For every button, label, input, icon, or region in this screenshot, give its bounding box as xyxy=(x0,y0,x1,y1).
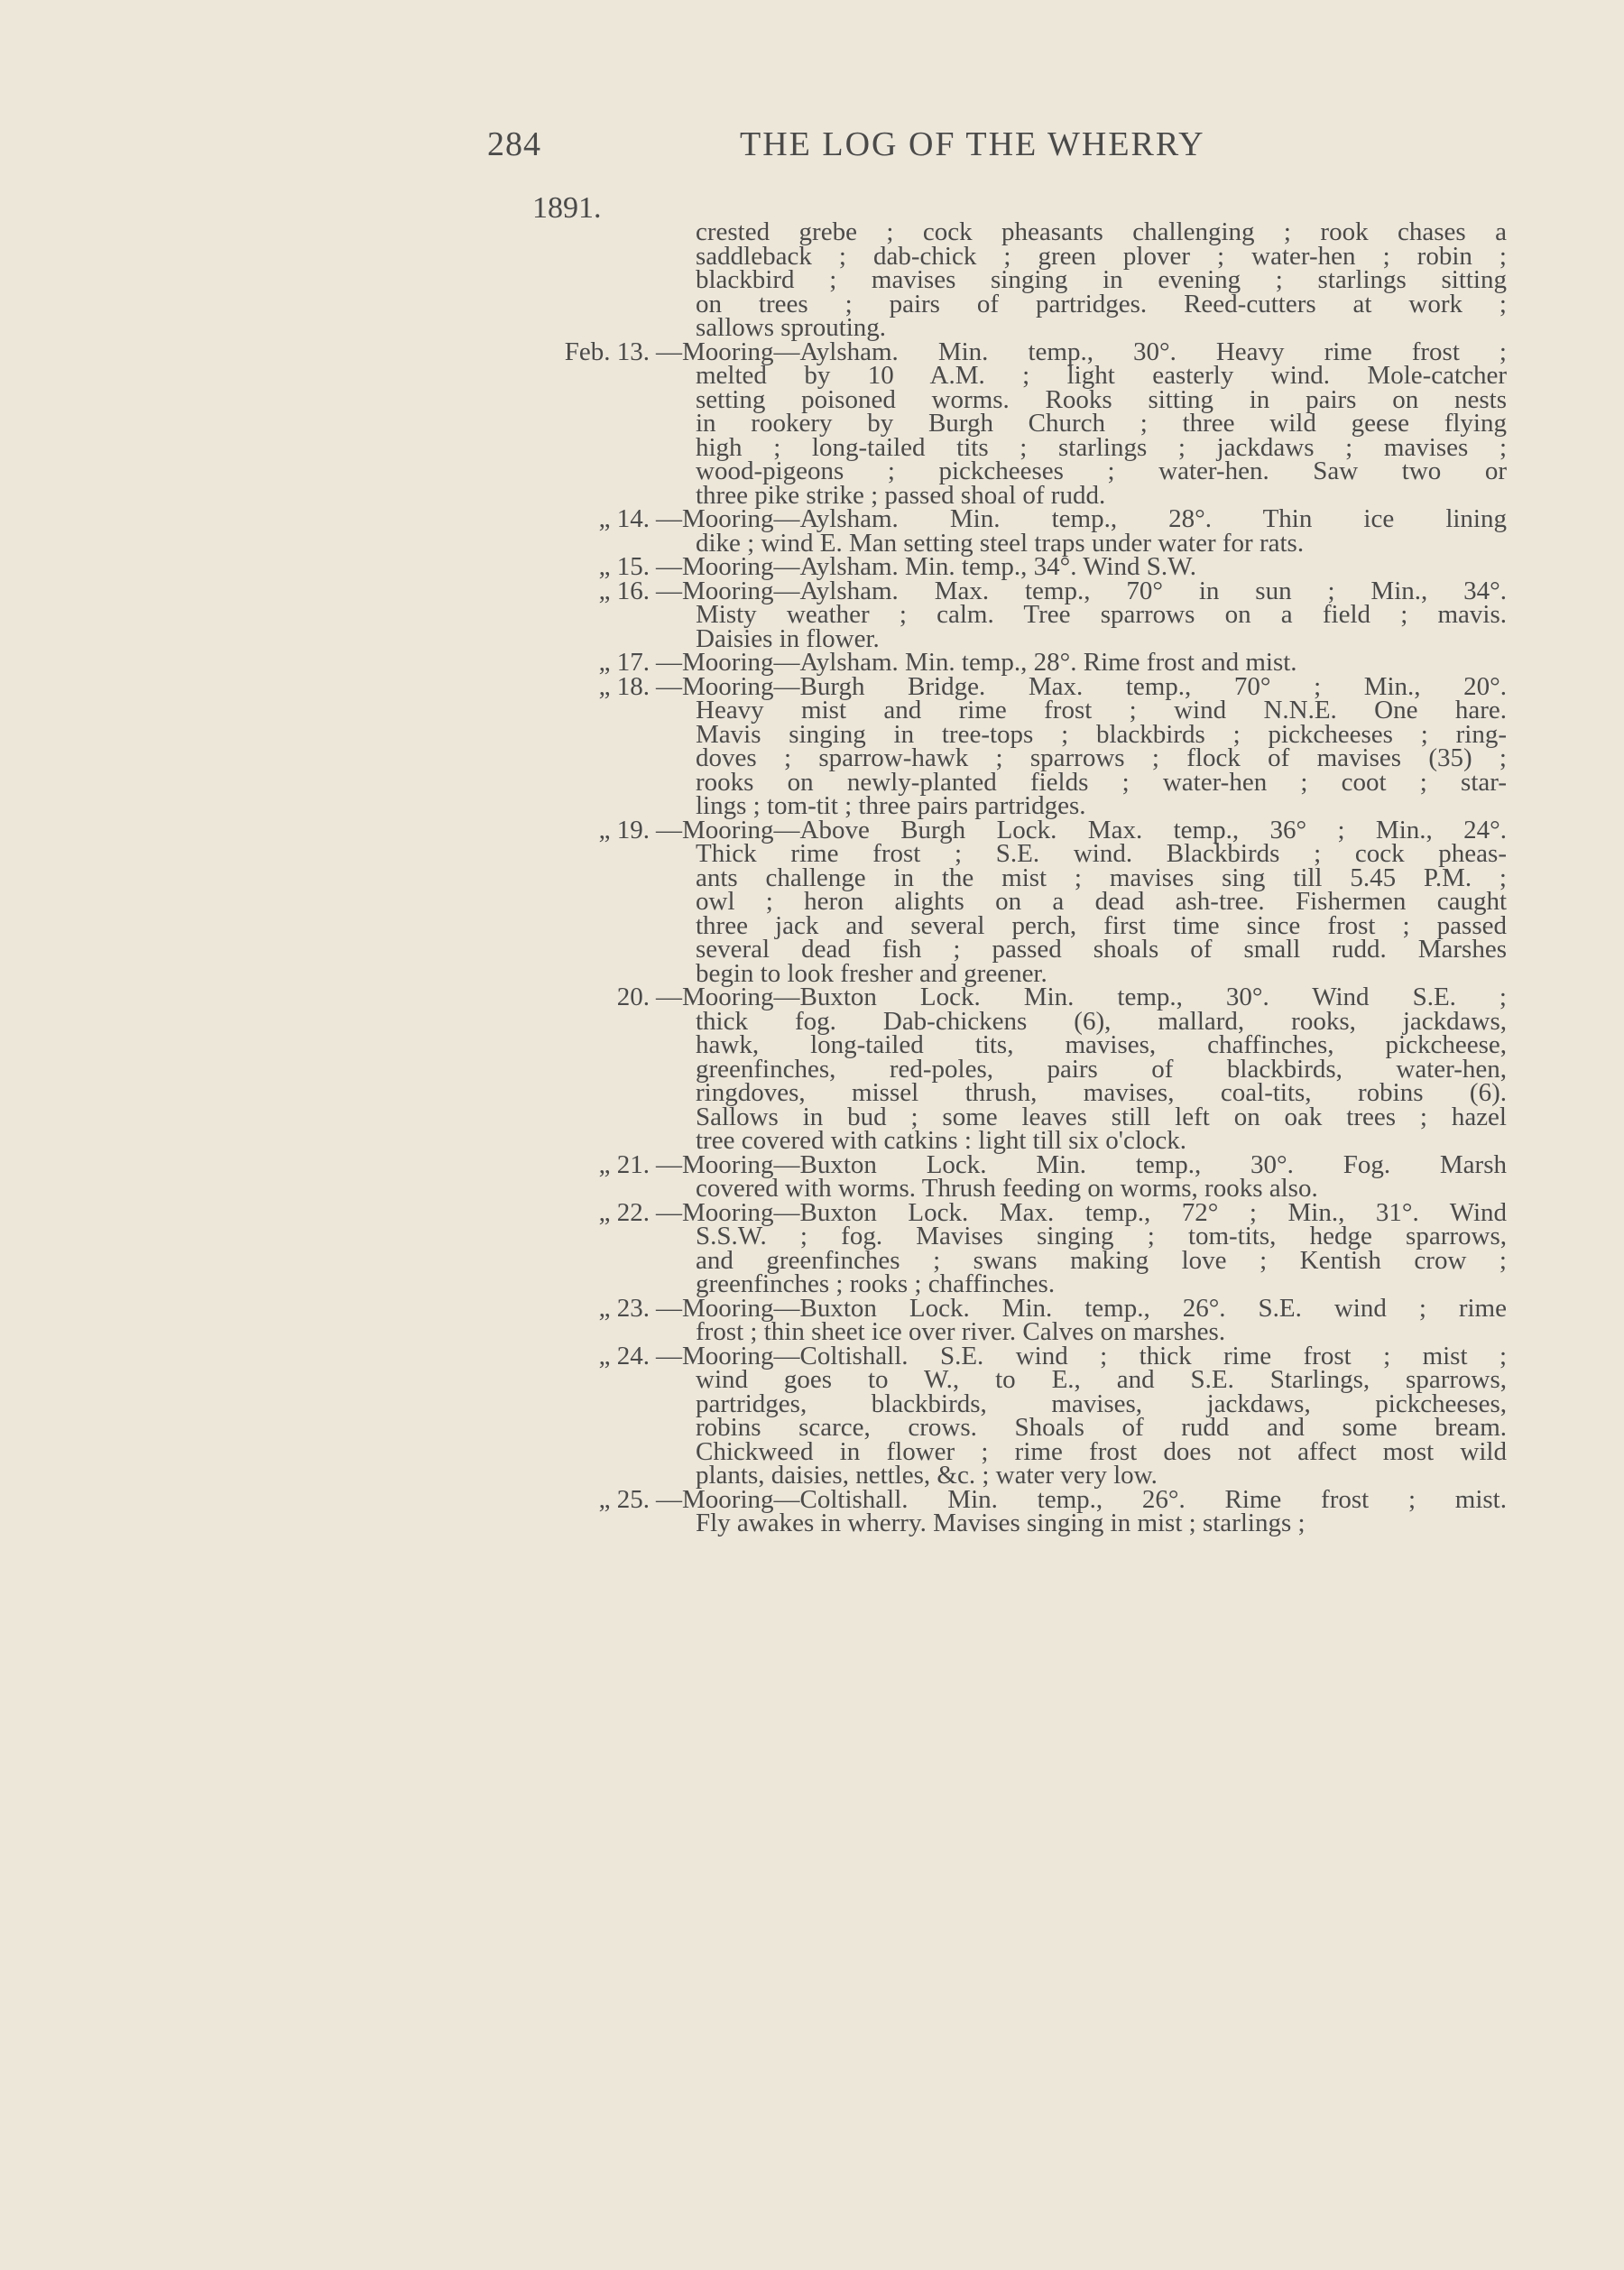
text-line: Daisies in flower. xyxy=(696,623,880,653)
text-line: thick fog. Dab-chickens (6), mallard, rooks, jackdaws, xyxy=(696,1006,1507,1036)
text-line: —Mooring—Above Burgh Lock. Max. temp., 36° ; Min., 24°. xyxy=(656,815,1507,844)
entry-date: „ 15. xyxy=(598,552,650,581)
text-line: —Mooring—Burgh Bridge. Max. temp., 70° ; Min., 20°. xyxy=(656,671,1507,701)
entry-text xyxy=(656,985,1507,1153)
text-line: plants, daisies, nettles, &c. ; water very low. xyxy=(696,1461,1158,1490)
text-line: rooks on newly-planted fields ; water-hen ; coot ; star- xyxy=(696,767,1507,797)
log-entry xyxy=(496,504,1507,558)
entry-text xyxy=(656,1293,1507,1346)
text-line: —Mooring—Aylsham. Min. temp., 30°. Heavy rime frost ; xyxy=(656,337,1507,366)
text-line: and greenfinches ; swans making love ; Kentish crow ; xyxy=(696,1245,1507,1275)
text-line: greenfinches, red-poles, pairs of blackbirds, water-hen, xyxy=(696,1054,1507,1084)
text-line: —Mooring—Coltishall. S.E. wind ; thick rime frost ; mist ; xyxy=(656,1341,1507,1370)
text-line: hawk, long-tailed tits, mavises, chaffinches, pickcheese, xyxy=(696,1030,1507,1059)
text-line: owl ; heron alights on a dead ash-tree. Fishermen caught xyxy=(696,887,1507,916)
text-line: —Mooring—Coltishall. Min. temp., 26°. Rime frost ; mist. xyxy=(656,1484,1507,1514)
text-line: crested grebe ; cock pheasants challenging ; rook chases a xyxy=(696,217,1507,246)
text-line: setting poisoned worms. Rooks sitting in pairs on nests xyxy=(696,384,1507,414)
log-entry xyxy=(496,815,1507,988)
entry-text xyxy=(656,1197,1507,1298)
text-line: —Mooring—Aylsham. Min. temp., 28°. Thin ice lining xyxy=(656,504,1507,533)
entry-date: „ 14. xyxy=(598,504,650,533)
log-entry xyxy=(496,1293,1507,1346)
entry-date: „ 17. xyxy=(598,648,650,677)
log-entry xyxy=(496,217,1507,342)
text-line: ringdoves, missel thrush, mavises, coal-tits, robins (6). xyxy=(696,1078,1507,1107)
text-line: —Mooring—Buxton Lock. Max. temp., 72° ; Min., 31°. Wind xyxy=(656,1197,1507,1227)
log-entry xyxy=(496,552,1507,581)
entry-date: „ 24. xyxy=(598,1341,650,1370)
log-entry xyxy=(496,671,1507,820)
entry-text xyxy=(656,648,1507,677)
text-line: greenfinches ; rooks ; chaffinches. xyxy=(696,1269,1056,1298)
text-line: —Mooring—Aylsham. Min. temp., 28°. Rime frost and mist. xyxy=(656,648,1297,677)
entry-text xyxy=(656,1341,1507,1490)
text-line: melted by 10 A.M. ; light easterly wind. Mole-catcher xyxy=(696,361,1507,390)
text-line: Misty weather ; calm. Tree sparrows on a field ; mavis. xyxy=(696,600,1507,629)
entry-text xyxy=(656,1149,1507,1203)
text-line: three pike strike ; passed shoal of rudd. xyxy=(696,480,1106,510)
text-line: three jack and several perch, first time since frost ; passed xyxy=(696,910,1507,940)
text-line: robins scarce, crows. Shoals of rudd and some bream. xyxy=(696,1413,1507,1442)
entry-date: Feb. 13. xyxy=(564,337,650,366)
text-line: sallows sprouting. xyxy=(696,313,887,342)
text-line: S.S.W. ; fog. Mavises singing ; tom-tits, hedge sparrows, xyxy=(696,1222,1507,1250)
text-line: —Mooring—Buxton Lock. Min. temp., 30°. Wind S.E. ; xyxy=(656,983,1507,1011)
entry-text xyxy=(656,576,1507,653)
text-line: —Mooring—Aylsham. Min. temp., 34°. Wind S.W. xyxy=(656,552,1197,581)
text-line: wind goes to W., to E., and S.E. Starlings, sparrows, xyxy=(696,1365,1507,1394)
text-line: partridges, blackbirds, mavises, jackdaws, pickcheeses, xyxy=(696,1389,1507,1418)
entry-date: „ 25. xyxy=(598,1484,650,1514)
text-line: in rookery by Burgh Church ; three wild geese flying xyxy=(696,409,1507,438)
text-line: frost ; thin sheet ice over river. Calves on marshes. xyxy=(696,1317,1226,1346)
text-line: covered with worms. Thrush feeding on worms, rooks also. xyxy=(696,1174,1318,1203)
entry-date: „ 18. xyxy=(598,671,650,701)
log-entry xyxy=(496,985,1507,1153)
running-title: THE LOG OF THE WHERRY xyxy=(740,125,1205,163)
entry-date: „ 21. xyxy=(598,1149,650,1179)
text-line: —Mooring—Buxton Lock. Min. temp., 30°. Fog. Marsh xyxy=(656,1149,1507,1179)
text-line: several dead fish ; passed shoals of small rudd. Marshes xyxy=(696,935,1507,964)
log-entries xyxy=(496,217,1507,1537)
entry-text xyxy=(656,552,1507,581)
entry-text xyxy=(656,504,1507,558)
text-line: lings ; tom-tit ; three pairs partridges. xyxy=(696,791,1086,820)
text-line: on trees ; pairs of partridges. Reed-cutters at work ; xyxy=(696,289,1507,318)
text-line: ants challenge in the mist ; mavises sing till 5.45 P.M. ; xyxy=(696,863,1507,892)
text-line: Chickweed in flower ; rime frost does not affect most wild xyxy=(696,1436,1507,1466)
entry-date: 20. xyxy=(616,983,650,1011)
page-header xyxy=(487,125,1498,170)
entry-date: „ 22. xyxy=(598,1197,650,1227)
text-line: Fly awakes in wherry. Mavises singing in mist ; starlings ; xyxy=(696,1509,1306,1537)
entry-date: „ 16. xyxy=(598,576,650,605)
entry-text xyxy=(656,815,1507,988)
text-line: doves ; sparrow-hawk ; sparrows ; flock of mavises (35) ; xyxy=(696,743,1507,772)
log-entry xyxy=(496,1149,1507,1203)
entry-date: „ 23. xyxy=(598,1293,650,1323)
entry-text xyxy=(656,337,1507,510)
log-entry xyxy=(496,337,1507,510)
text-line: dike ; wind E. Man setting steel traps under water for rats. xyxy=(696,528,1305,558)
text-line: Sallows in bud ; some leaves still left on oak trees ; hazel xyxy=(696,1102,1507,1131)
text-line: —Mooring—Aylsham. Max. temp., 70° in sun ; Min., 34°. xyxy=(656,576,1507,605)
year-heading: 1891. xyxy=(532,191,602,225)
entry-text xyxy=(656,671,1507,820)
log-entry xyxy=(496,1341,1507,1490)
log-entry xyxy=(496,1197,1507,1298)
text-line: high ; long-tailed tits ; starlings ; jackdaws ; mavises ; xyxy=(696,432,1507,462)
text-line: wood-pigeons ; pickcheeses ; water-hen. Saw two or xyxy=(696,457,1507,485)
text-line: Mavis singing in tree-tops ; blackbirds ; pickcheeses ; ring- xyxy=(696,719,1507,749)
text-line: blackbird ; mavises singing in evening ; starlings sitting xyxy=(696,265,1507,294)
entry-text xyxy=(656,1484,1507,1537)
text-line: Heavy mist and rime frost ; wind N.N.E. One hare. xyxy=(696,696,1507,724)
entry-date: „ 19. xyxy=(598,815,650,844)
text-line: —Mooring—Buxton Lock. Min. temp., 26°. S.E. wind ; rime xyxy=(656,1293,1507,1323)
text-line: Thick rime frost ; S.E. wind. Blackbirds ; cock pheas- xyxy=(696,839,1507,868)
entry-text xyxy=(656,217,1507,342)
text-line: begin to look fresher and greener. xyxy=(696,958,1047,988)
log-entry xyxy=(496,1484,1507,1537)
log-entry xyxy=(496,576,1507,653)
text-line: tree covered with catkins : light till six o'clock. xyxy=(696,1126,1187,1155)
page-number: 284 xyxy=(487,125,541,163)
log-entry xyxy=(496,648,1507,677)
text-line: saddleback ; dab-chick ; green plover ; water-hen ; robin ; xyxy=(696,241,1507,271)
